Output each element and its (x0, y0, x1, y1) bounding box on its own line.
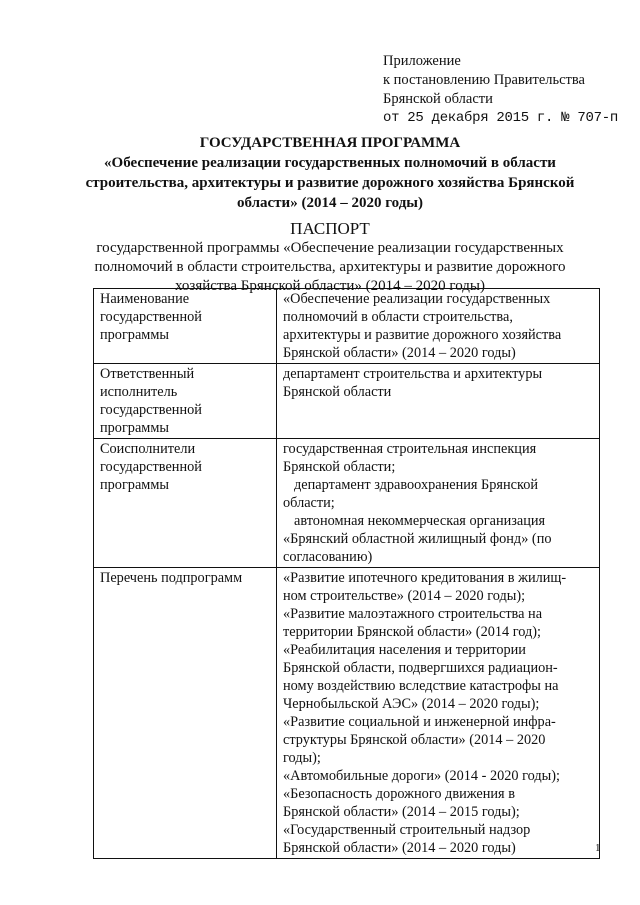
row-value-line: «Развитие социальной и инженерной инфра- (283, 714, 556, 730)
row-label-line: программы (100, 477, 170, 493)
row-label-cell (94, 439, 277, 568)
program-title-line: строительства, архитектуры и развитие дорожного хозяйства Брянской (85, 175, 575, 191)
row-value-line: департамент строительства и архитектуры (283, 366, 543, 382)
row-value-line: архитектуры и развитие дорожного хозяйства (283, 327, 562, 343)
row-value-line: годы); (283, 750, 321, 766)
annex-date-number: от 25 декабря 2015 г. № 707-п (383, 110, 618, 126)
page-number: 1 (595, 842, 601, 854)
row-value-line: Брянской области» (2014 – 2015 годы); (283, 804, 520, 820)
program-title-line: области» (2014 – 2020 годы) (236, 195, 423, 211)
program-title-line: ГОСУДАРСТВЕННАЯ ПРОГРАММА (199, 135, 461, 151)
row-label-line: Перечень подпрограмм (100, 570, 243, 586)
row-value-line: области; (283, 495, 335, 511)
row-value-line: «Безопасность дорожного движения в (283, 786, 515, 802)
passport-subtitle-line: полномочий в области строительства, архитектуры и развитие дорожного (94, 259, 566, 275)
row-value-line: «Развитие ипотечного кредитования в жилищ- (283, 570, 567, 586)
row-value-line: автономная некоммерческая организация (294, 513, 546, 529)
program-title-line: «Обеспечение реализации государственных полномочий в области (104, 155, 556, 171)
row-value-cell (277, 289, 600, 364)
annex-line: Брянской области (383, 91, 493, 107)
table-row (94, 289, 600, 364)
row-value-cell (277, 364, 600, 439)
row-value-line: ном строительстве» (2014 – 2020 годы); (283, 588, 526, 604)
row-label-line: Наименование (100, 291, 190, 307)
row-value-cell (277, 568, 600, 859)
annex-block (383, 52, 618, 128)
annex-line: к постановлению Правительства (383, 72, 585, 88)
row-value-line: Брянской области (283, 384, 392, 400)
table-row (94, 439, 600, 568)
row-label-cell (94, 568, 277, 859)
row-value-line: ному воздействию вследствие катастрофы на (283, 678, 559, 694)
passport-subtitle-line: государственной программы «Обеспечение реализации государственных (96, 240, 564, 256)
table-row (94, 364, 600, 439)
row-value-line: Брянской области; (283, 459, 396, 475)
table-row (94, 568, 600, 859)
passport-table (93, 288, 600, 859)
row-label-line: программы (100, 327, 170, 343)
row-label-line: программы (100, 420, 170, 436)
row-value-line: «Обеспечение реализации государственных (283, 291, 551, 307)
row-label-line: исполнитель (100, 384, 178, 400)
passport-table-body (94, 289, 600, 859)
row-value-line: согласованию) (283, 549, 373, 565)
row-value-line: «Государственный строительный надзор (283, 822, 531, 838)
row-value-line: структуры Брянской области» (2014 – 2020 (283, 732, 546, 748)
row-label-line: государственной (100, 459, 202, 475)
row-label-line: государственной (100, 402, 202, 418)
row-value-line: Брянской области, подвергшихся радиацион- (283, 660, 558, 676)
row-label-cell (94, 364, 277, 439)
row-label-line: Соисполнители (100, 441, 196, 457)
row-value-line: «Брянский областной жилищный фонд» (по (283, 531, 552, 547)
row-label-cell (94, 289, 277, 364)
row-value-line: полномочий в области строительства, (283, 309, 513, 325)
row-value-line: «Реабилитация населения и территории (283, 642, 526, 658)
row-value-line: Брянской области» (2014 – 2020 годы) (283, 345, 516, 361)
passport-subtitle-line: хозяйства Брянской области» (2014 – 2020 годы) (175, 278, 485, 294)
row-value-line: Чернобыльской АЭС» (2014 – 2020 годы); (283, 696, 540, 712)
row-value-line: «Автомобильные дороги» (2014 - 2020 годы); (283, 768, 561, 784)
row-value-line: «Развитие малоэтажного строительства на (283, 606, 543, 622)
row-label-line: Ответственный (100, 366, 195, 382)
row-value-cell (277, 439, 600, 568)
row-value-line: государственная строительная инспекция (283, 441, 537, 457)
program-title (40, 133, 620, 213)
passport-heading-block (40, 219, 620, 296)
row-value-line: департамент здравоохранения Брянской (294, 477, 539, 493)
row-value-line: Брянской области» (2014 – 2020 годы) (283, 840, 516, 856)
row-value-line: территории Брянской области» (2014 год); (283, 624, 541, 640)
annex-line: Приложение (383, 53, 461, 69)
row-label-line: государственной (100, 309, 202, 325)
passport-heading: ПАСПОРТ (290, 219, 370, 238)
